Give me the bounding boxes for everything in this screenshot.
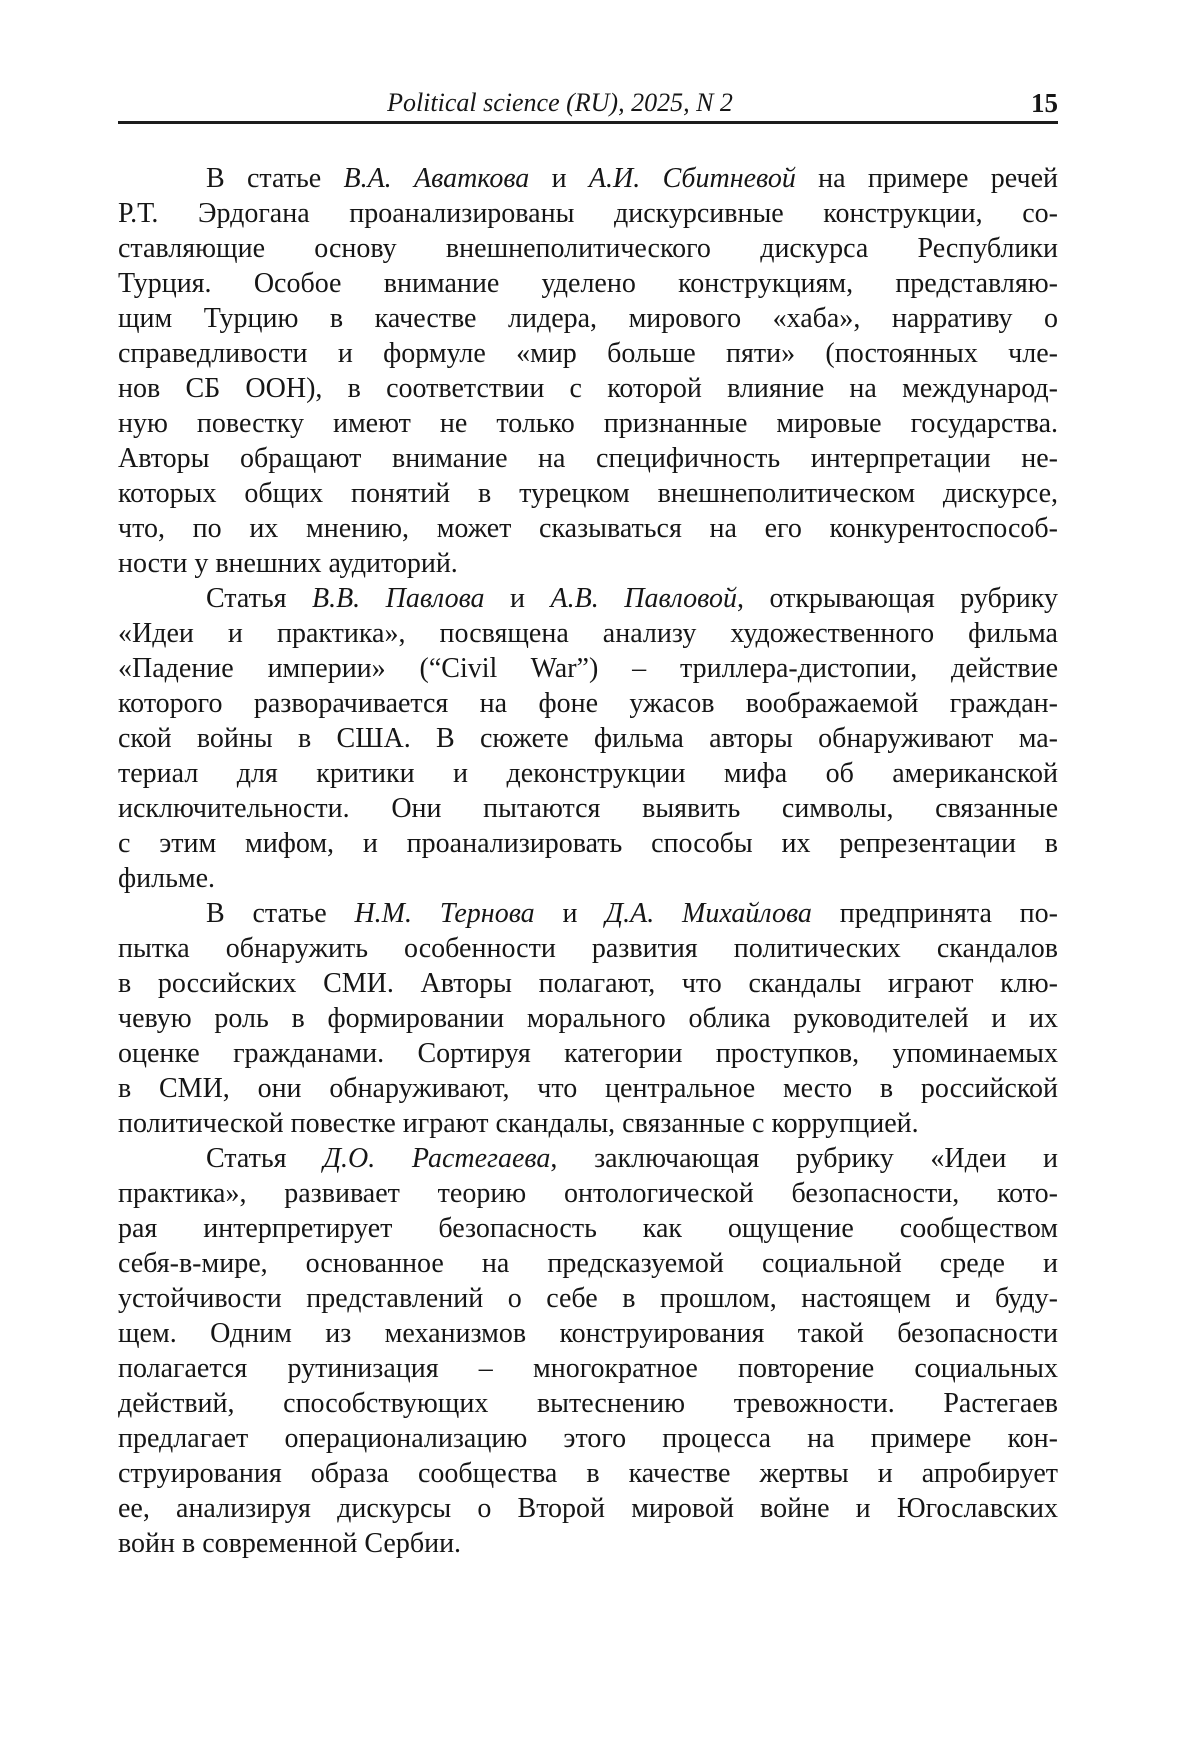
text-line (118, 1001, 1058, 1036)
text-line (118, 966, 1058, 1001)
author-name-italic: В.А. Аваткова (343, 163, 530, 194)
text-line (118, 1386, 1058, 1421)
text-segment: на примере речей (795, 163, 1058, 194)
text-line (118, 861, 1058, 896)
text-segment: полагается рутинизация – многократное повторение социальных (118, 1353, 1058, 1384)
text-line (118, 721, 1058, 756)
paragraph (118, 1141, 1058, 1561)
text-segment: Статья (206, 1143, 324, 1174)
text-line (118, 441, 1058, 476)
text-line (118, 336, 1058, 371)
paragraph (118, 896, 1058, 1141)
author-name-italic: Н.М. Тернова (354, 898, 535, 929)
text-segment: и (529, 163, 589, 194)
text-line (118, 1526, 1058, 1561)
author-name-italic: А.И. Сбитневой (588, 163, 796, 194)
text-line (118, 1351, 1058, 1386)
author-name-italic: Д.О. Растегаева (323, 1143, 551, 1174)
author-name-italic: А.В. Павловой (550, 583, 737, 614)
text-line (118, 196, 1058, 231)
text-line (118, 826, 1058, 861)
text-segment: которого разворачивается на фоне ужасов воображаемой граждан- (118, 688, 1058, 719)
text-segment: предлагает операционализацию этого процесса на примере кон- (118, 1423, 1058, 1454)
text-segment: «Идеи и практика», посвящена анализу художественного фильма (118, 618, 1058, 649)
text-segment: рая интерпретирует безопасность как ощущение сообществом (118, 1213, 1058, 1244)
text-segment: устойчивости представлений о себе в прошлом, настоящем и буду- (118, 1283, 1058, 1314)
text-segment: Р.Т. Эрдогана проанализированы дискурсивные конструкции, со- (118, 198, 1058, 229)
text-segment: Статья (206, 583, 312, 614)
text-segment: В статье (206, 163, 344, 194)
text-segment: себя-в-мире, основанное на предсказуемой социальной среде и (118, 1248, 1058, 1279)
text-segment: справедливости и формуле «мир больше пяти» (постоянных чле- (118, 338, 1058, 369)
text-segment: которых общих понятий в турецком внешнеполитическом дискурсе, (118, 478, 1058, 509)
text-segment: ности у внешних аудиторий. (118, 548, 458, 579)
text-line (118, 581, 1058, 616)
text-segment: ную повестку имеют не только признанные мировые государства. (118, 408, 1058, 439)
text-line (118, 756, 1058, 791)
text-line (118, 651, 1058, 686)
text-line (118, 161, 1058, 196)
page-number: 15 (1031, 88, 1058, 118)
text-line (118, 896, 1058, 931)
text-line (118, 1281, 1058, 1316)
text-line (118, 1036, 1058, 1071)
text-line (118, 1456, 1058, 1491)
text-line (118, 1421, 1058, 1456)
text-line (118, 616, 1058, 651)
text-line (118, 371, 1058, 406)
text-segment: Турция. Особое внимание уделено конструкциям, представляю- (118, 268, 1058, 299)
text-segment: и (484, 583, 551, 614)
text-segment: и (534, 898, 606, 929)
paragraph (118, 161, 1058, 581)
text-segment: териал для критики и деконструкции мифа об американской (118, 758, 1058, 789)
text-line (118, 686, 1058, 721)
text-line (118, 1141, 1058, 1176)
text-line (118, 1071, 1058, 1106)
text-segment: предпринята по- (811, 898, 1058, 929)
text-segment: щем. Одним из механизмов конструирования такой безопасности (118, 1318, 1058, 1349)
text-segment: исключительности. Они пытаются выявить символы, связанные (118, 793, 1058, 824)
text-segment: ставляющие основу внешнеполитического дискурса Республики (118, 233, 1058, 264)
text-segment: , открывающая рубрику (736, 583, 1059, 614)
text-segment: чевую роль в формировании морального облика руководителей и их (118, 1003, 1058, 1034)
text-line (118, 406, 1058, 441)
text-segment: , заключающая рубрику «Идеи и (550, 1143, 1058, 1174)
text-line (118, 546, 1058, 581)
author-name-italic: Д.А. Михайлова (605, 898, 812, 929)
text-segment: В статье (206, 898, 355, 929)
text-line (118, 231, 1058, 266)
text-line (118, 266, 1058, 301)
text-line (118, 791, 1058, 826)
author-name-italic: В.В. Павлова (311, 583, 485, 614)
text-segment: действий, способствующих вытеснению тревожности. Растегаев (118, 1388, 1058, 1419)
text-segment: оценке гражданами. Сортируя категории проступков, упоминаемых (118, 1038, 1058, 1069)
text-segment: с этим мифом, и проанализировать способы их репрезентации в (118, 828, 1058, 859)
text-line (118, 301, 1058, 336)
text-segment: политической повестке играют скандалы, связанные с коррупцией. (118, 1108, 919, 1139)
text-line (118, 1176, 1058, 1211)
text-segment: щим Турцию в качестве лидера, мирового «хаба», нарративу о (118, 303, 1058, 334)
text-segment: струирования образа сообщества в качестве жертвы и апробирует (118, 1458, 1058, 1489)
text-line (118, 1491, 1058, 1526)
body-text (118, 161, 1058, 1561)
text-segment: Авторы обращают внимание на специфичность интерпретации не- (118, 443, 1058, 474)
text-segment: «Падение империи» (“Civil War”) – триллера-дистопии, действие (118, 653, 1058, 684)
text-line (118, 1106, 1058, 1141)
text-segment: практика», развивает теорию онтологической безопасности, кото- (118, 1178, 1058, 1209)
paragraph (118, 581, 1058, 896)
text-segment: пытка обнаружить особенности развития политических скандалов (118, 933, 1058, 964)
text-segment: в СМИ, они обнаруживают, что центральное место в российской (118, 1073, 1058, 1104)
text-segment: что, по их мнению, может сказываться на его конкурентоспособ- (118, 513, 1058, 544)
text-line (118, 931, 1058, 966)
text-line (118, 511, 1058, 546)
text-line (118, 1246, 1058, 1281)
text-segment: ее, анализируя дискурсы о Второй мировой войне и Югославских (118, 1493, 1058, 1524)
page-header (118, 86, 1058, 120)
text-line (118, 476, 1058, 511)
text-line (118, 1316, 1058, 1351)
text-segment: войн в современной Сербии. (118, 1528, 462, 1559)
text-segment: фильме. (118, 863, 216, 894)
text-line (118, 1211, 1058, 1246)
text-segment: в российских СМИ. Авторы полагают, что скандалы играют клю- (118, 968, 1058, 999)
text-segment: нов СБ ООН), в соответствии с которой влияние на международ- (118, 373, 1058, 404)
journal-title: Political science (RU), 2025, N 2 (387, 88, 733, 117)
text-segment: ской войны в США. В сюжете фильма авторы обнаруживают ма- (118, 723, 1058, 754)
header-rule (118, 121, 1058, 124)
